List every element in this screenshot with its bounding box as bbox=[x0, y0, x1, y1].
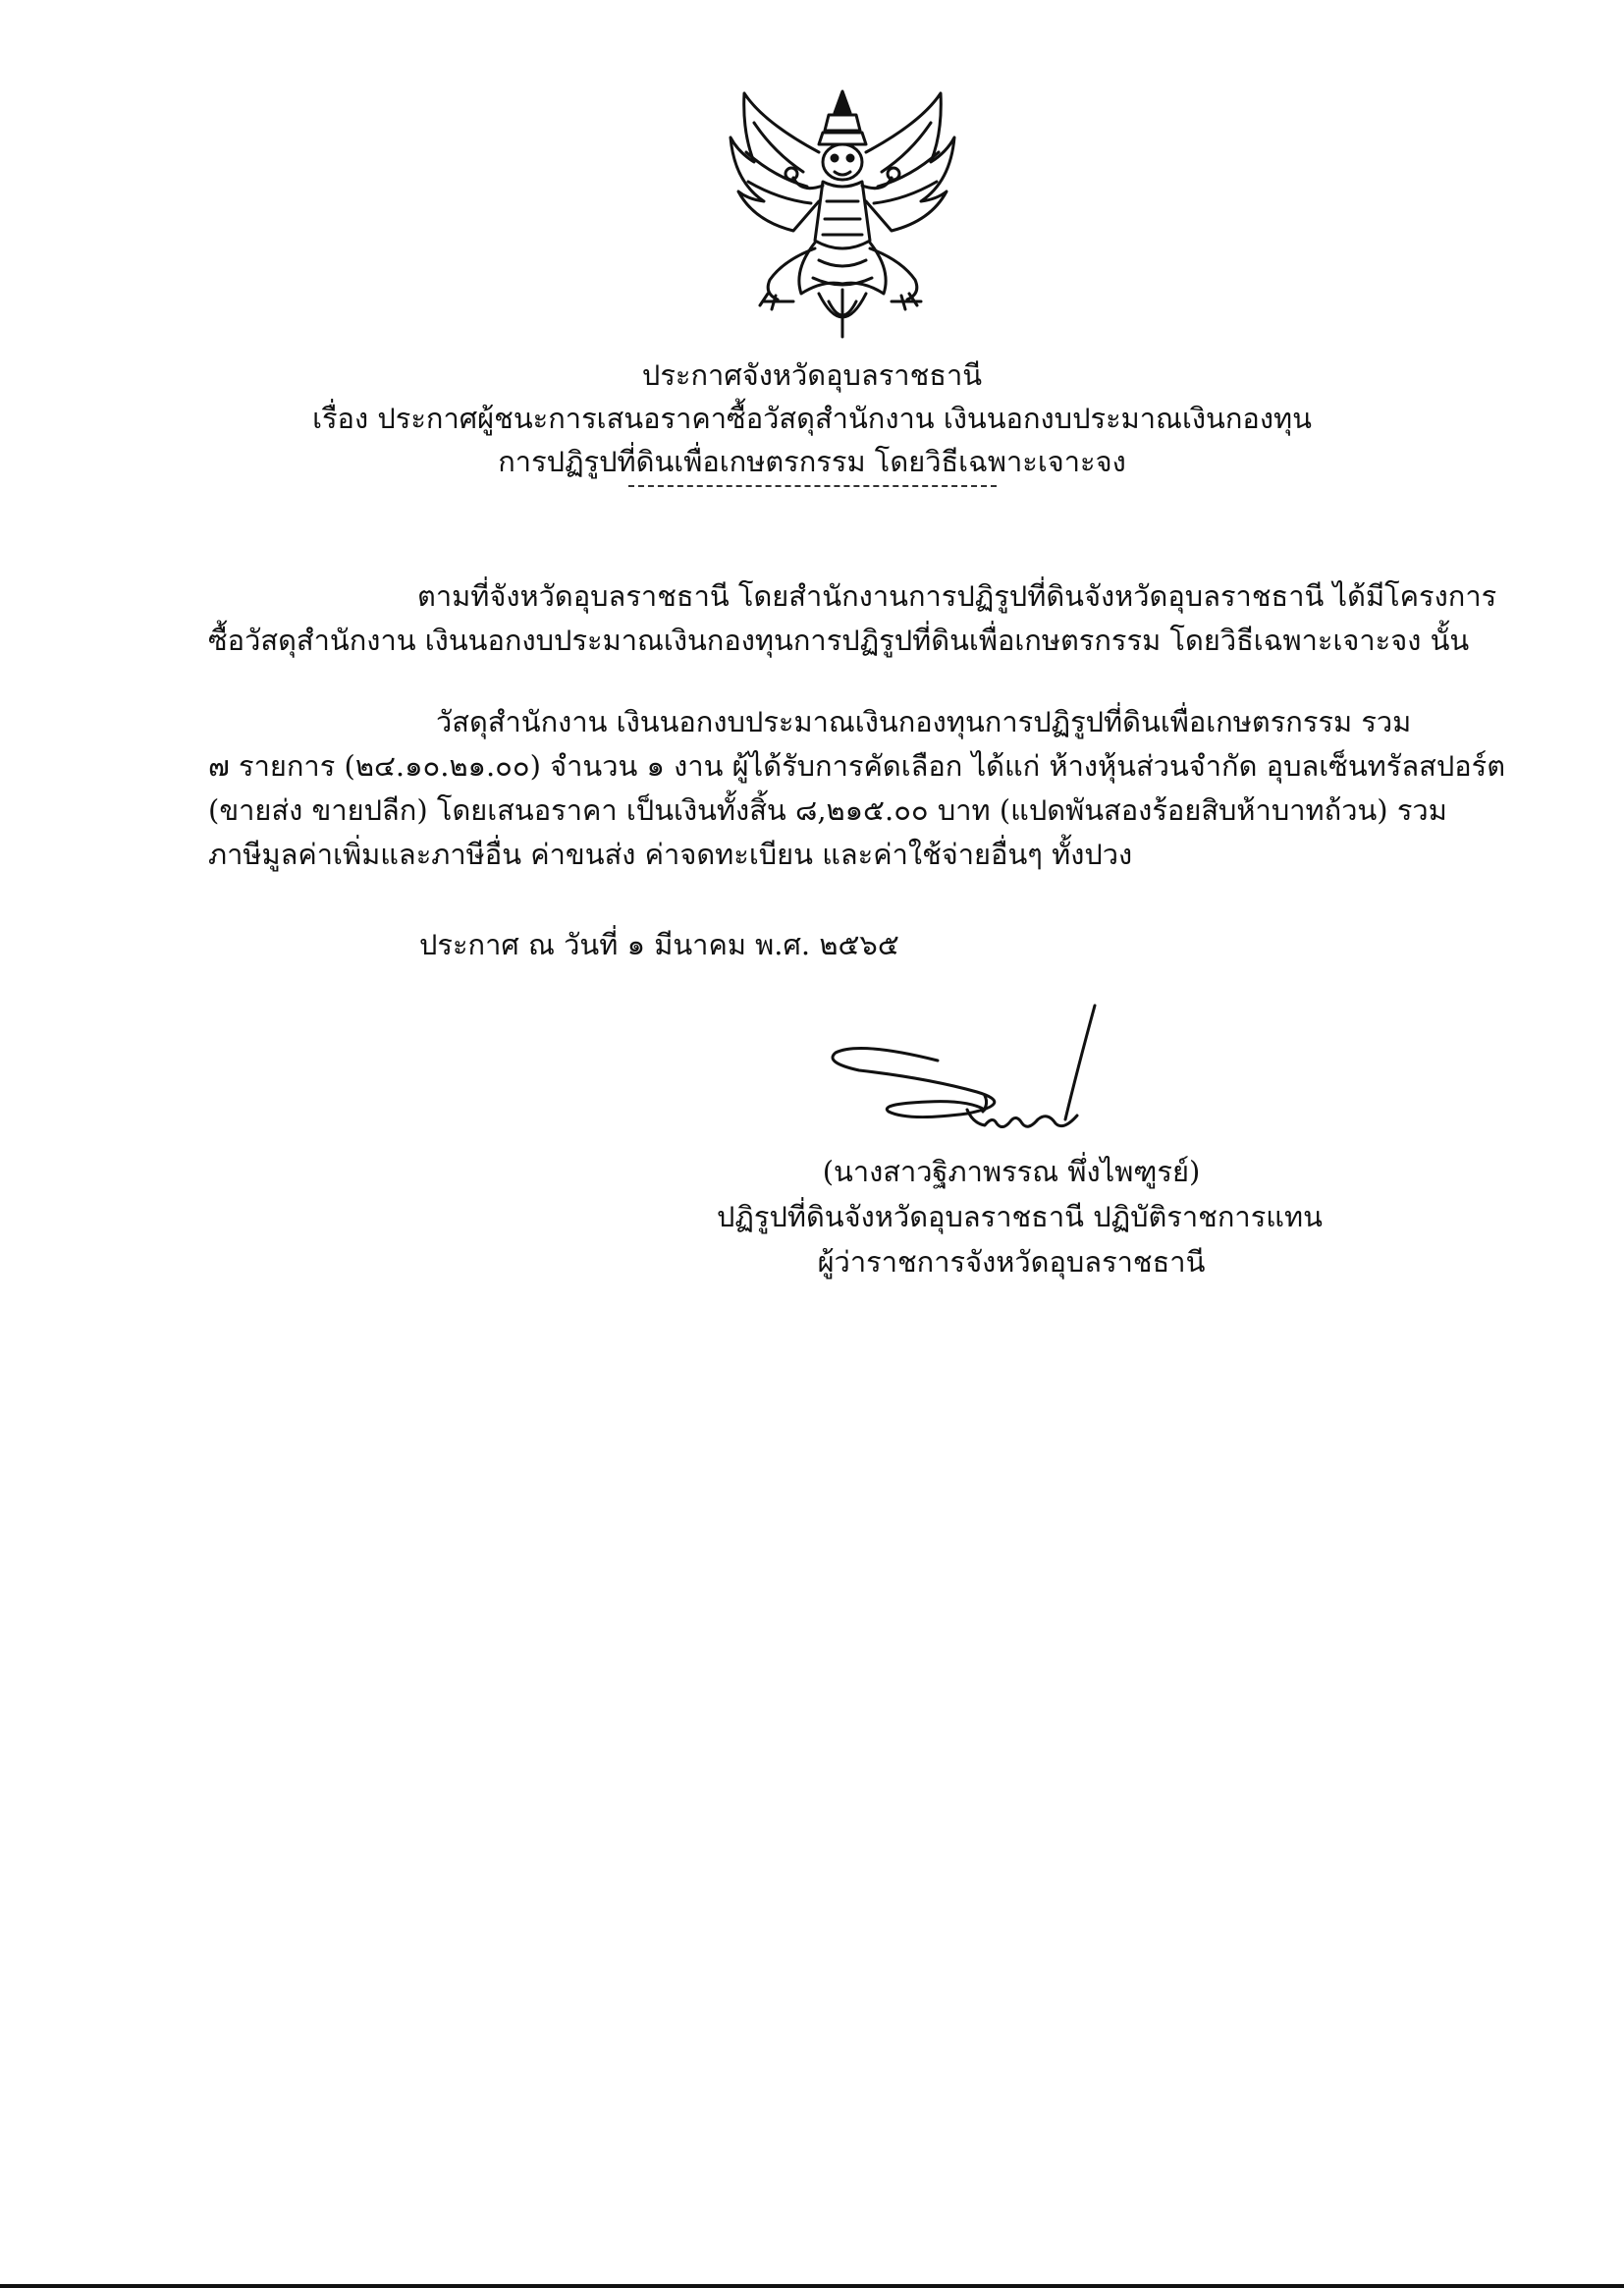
signer-name: (นางสาวฐิภาพรรณ พึ่งไพฑูรย์) bbox=[822, 1155, 1201, 1188]
signer-position: ปฏิรูปที่ดินจังหวัดอุบลราชธานี ปฏิบัติราชการแทน bbox=[717, 1200, 1323, 1233]
page-bottom-edge bbox=[0, 2284, 1624, 2288]
signer-block bbox=[717, 1149, 1323, 1284]
announcement-heading bbox=[0, 354, 1624, 487]
announcement-subject: เรื่อง ประกาศผู้ชนะการเสนอราคาซื้อวัสดุสำนักงาน เงินนอกงบประมาณเงินกองทุน bbox=[312, 402, 1312, 435]
announcement-title: ประกาศจังหวัดอุบลราชธานี bbox=[641, 358, 983, 392]
paragraph-intro-line-2: ซื้อวัสดุสำนักงาน เงินนอกงบประมาณเงินกองทุนการปฏิรูปที่ดินเพื่อเกษตรกรรม โดยวิธีเฉพาะเจาะจง นั้น bbox=[208, 624, 1470, 657]
heading-divider bbox=[628, 485, 997, 487]
paragraph-intro-line-1: ตามที่จังหวัดอุบลราชธานี โดยสำนักงานการปฏิรูปที่ดินจังหวัดอุบลราชธานี ได้มีโครงการ bbox=[417, 579, 1497, 613]
announcement-date: ประกาศ ณ วันที่ ๑ มีนาคม พ.ศ. ๒๕๖๕ bbox=[419, 928, 899, 961]
paragraph-intro bbox=[208, 574, 1497, 663]
paragraph-winner-line-3: (ขายส่ง ขายปลีก) โดยเสนอราคา เป็นเงินทั้งสิ้น ๘,๒๑๕.๐๐ บาท (แปดพันสองร้อยสิบห้าบาทถ้วน) รวม bbox=[208, 793, 1447, 827]
announcement-subject-cont: การปฏิรูปที่ดินเพื่อเกษตรกรรม โดยวิธีเฉพาะเจาะจง bbox=[498, 445, 1126, 478]
paragraph-winner bbox=[208, 700, 1506, 877]
signer-position-cont: ผู้ว่าราชการจังหวัดอุบลราชธานี bbox=[817, 1245, 1206, 1279]
paragraph-winner-line-4: ภาษีมูลค่าเพิ่มและภาษีอื่น ค่าขนส่ง ค่าจดทะเบียน และค่าใช้จ่ายอื่นๆ ทั้งปวง bbox=[208, 838, 1133, 871]
paragraph-winner-line-2: ๗ รายการ (๒๔.๑๐.๒๑.๐๐) จำนวน ๑ งาน ผู้ได้รับการคัดเลือก ได้แก่ ห้างหุ้นส่วนจำกัด อุบลเซ็นทรัลสปอร์ต bbox=[208, 749, 1506, 783]
garuda-emblem-icon bbox=[725, 83, 960, 349]
paragraph-winner-line-1: วัสดุสำนักงาน เงินนอกงบประมาณเงินกองทุนการปฏิรูปที่ดินเพื่อเกษตรกรรม รวม bbox=[436, 705, 1412, 738]
handwritten-signature-icon bbox=[820, 1002, 1114, 1159]
